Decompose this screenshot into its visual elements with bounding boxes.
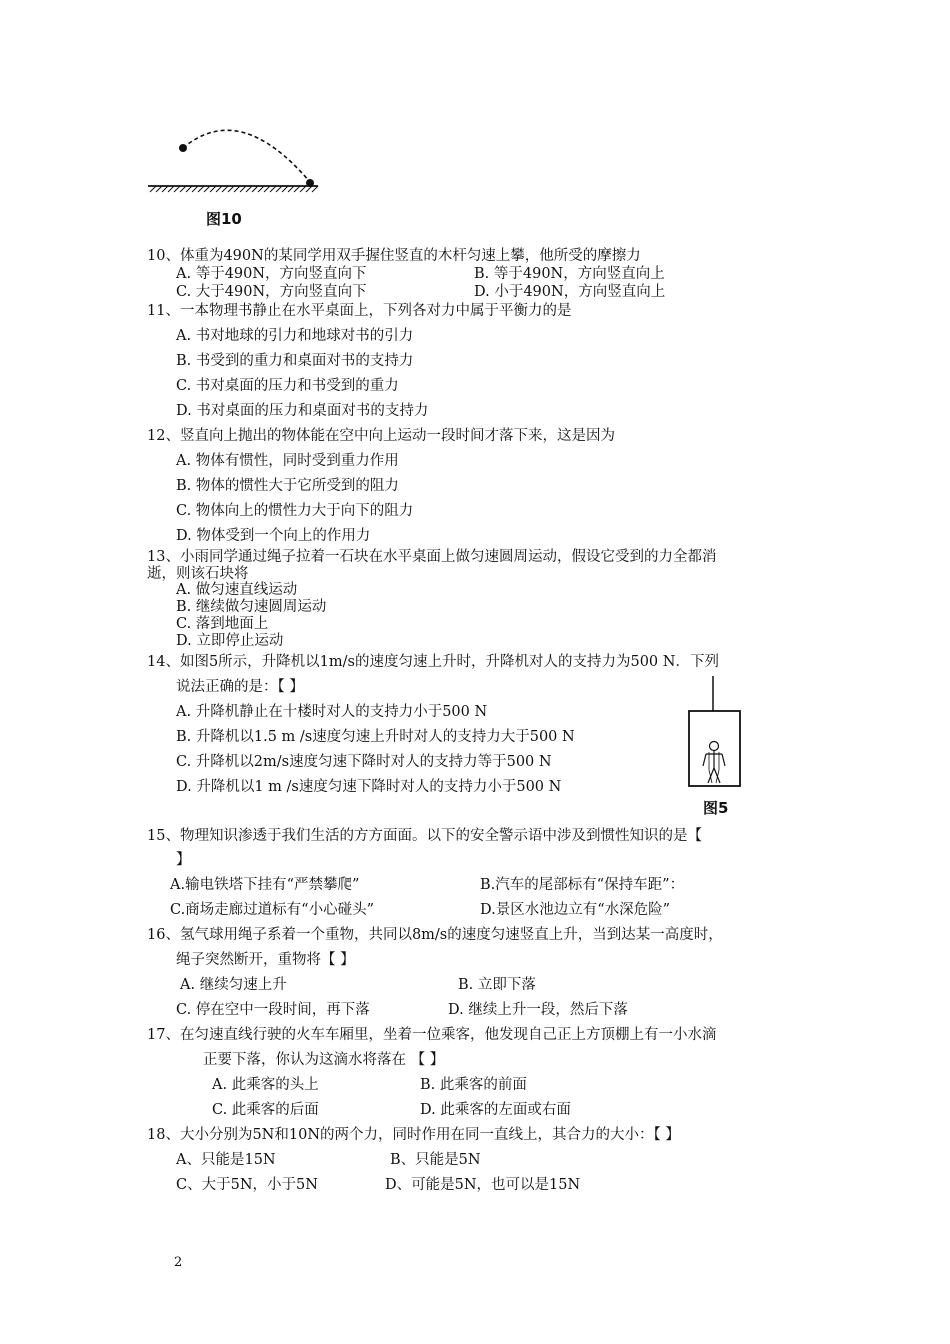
q18-stem: 18、大小分别为5N和10N的两个力，同时作用在同一直线上，其合力的大小：【 】 — [147, 1127, 680, 1143]
q15-option-d: D.景区水池边立有“水深危险” — [480, 902, 671, 918]
q13-option-a: A. 做匀速直线运动 — [176, 582, 298, 598]
q15-option-b: B.汽车的尾部标有“保持车距”： — [480, 877, 685, 893]
q16-option-c: C. 停在空中一段时间，再下落 — [176, 1002, 370, 1018]
q15-stem-line1: 15、物理知识渗透于我们生活的方方面面。以下的安全警示语中涉及到惯性知识的是【 — [147, 828, 702, 844]
figure5-label: 图5 — [703, 799, 729, 817]
q12-option-c: C. 物体向上的惯性力大于向下的阻力 — [176, 503, 414, 519]
person-icon — [703, 742, 725, 784]
q15-option-c: C.商场走廊过道标有“小心碰头” — [170, 902, 375, 918]
q16-stem-line1: 16、氢气球用绳子系着一个重物，共同以8m/s的速度匀速竖直上升，当到达某一高度时， — [147, 927, 723, 943]
q14-option-b: B. 升降机以1.5 m /s速度匀速上升时对人的支持力大于500 N — [176, 729, 575, 745]
q11-option-b: B. 书受到的重力和桌面对书的支持力 — [176, 353, 414, 369]
q18-option-c: C、大于5N，小于5N — [176, 1177, 318, 1193]
figure10-label: 图10 — [206, 210, 242, 228]
q14-stem-line2: 说法正确的是：【 】 — [176, 679, 304, 695]
q13-stem-line1: 13、小雨同学通过绳子拉着一石块在水平桌面上做匀速圆周运动，假设它受到的力全都消 — [147, 549, 717, 565]
q10-option-d: D. 小于490N，方向竖直向上 — [474, 284, 666, 300]
elevator-cabin — [689, 711, 740, 786]
q14-stem-line1: 14、如图5所示，升降机以1m/s的速度匀速上升时，升降机对人的支持力为500 N．下列 — [147, 654, 719, 670]
q16-stem-line2: 绳子突然断开，重物将【 】 — [176, 952, 355, 968]
q17-option-c: C. 此乘客的后面 — [212, 1102, 319, 1118]
q17-option-b: B. 此乘客的前面 — [420, 1077, 527, 1093]
q10-option-b: B. 等于490N，方向竖直向上 — [474, 266, 665, 282]
q16-option-a: A. 继续匀速上升 — [180, 977, 287, 993]
q14-option-d: D. 升降机以1 m /s速度匀速下降时对人的支持力小于500 N — [176, 779, 562, 795]
figure5-elevator-diagram — [686, 676, 746, 788]
q17-stem-line1: 17、在匀速直线行驶的火车车厢里，坐着一位乘客，他发现自己正上方顶棚上有一小水滴 — [147, 1027, 717, 1043]
q12-option-d: D. 物体受到一个向上的作用力 — [176, 528, 371, 544]
page-number: 2 — [174, 1255, 183, 1270]
q11-option-a: A. 书对地球的引力和地球对书的引力 — [176, 328, 414, 344]
q12-option-a: A. 物体有惯性，同时受到重力作用 — [176, 453, 399, 469]
q13-option-d: D. 立即停止运动 — [176, 633, 284, 649]
trajectory-dashed-curve — [183, 130, 310, 182]
q16-option-d: D. 继续上升一段，然后下落 — [448, 1002, 628, 1018]
q10-option-c: C. 大于490N，方向竖直向下 — [176, 284, 367, 300]
q15-stem-line2: 】 — [176, 852, 191, 868]
q16-option-b: B. 立即下落 — [458, 977, 536, 993]
figure10-diagram — [140, 120, 340, 200]
q14-option-a: A. 升降机静止在十楼时对人的支持力小于500 N — [176, 704, 488, 720]
q12-stem: 12、竖直向上抛出的物体能在空中向上运动一段时间才落下来，这是因为 — [147, 428, 615, 444]
q12-option-b: B. 物体的惯性大于它所受到的阻力 — [176, 478, 399, 494]
q11-option-d: D. 书对桌面的压力和桌面对书的支持力 — [176, 403, 429, 419]
q18-option-a: A、只能是15N — [176, 1152, 276, 1168]
q11-option-c: C. 书对桌面的压力和书受到的重力 — [176, 378, 399, 394]
q13-stem-line2: 逝，则该石块将 — [147, 566, 249, 582]
q15-option-a: A.输电铁塔下挂有“严禁攀爬” — [170, 877, 360, 893]
q14-option-c: C. 升降机以2m/s速度匀速下降时对人的支持力等于500 N — [176, 754, 552, 770]
q13-option-b: B. 继续做匀速圆周运动 — [176, 599, 327, 615]
q17-stem-line2: 正要下落，你认为这滴水将落在 【 】 — [203, 1052, 445, 1068]
q10-stem: 10、体重为490N的某同学用双手握住竖直的木杆匀速上攀，他所受的摩擦力 — [147, 248, 641, 264]
q11-stem: 11、一本物理书静止在水平桌面上，下列各对力中属于平衡力的是 — [147, 303, 572, 319]
q10-option-a: A. 等于490N，方向竖直向下 — [176, 266, 367, 282]
q18-option-b: B、只能是5N — [390, 1152, 481, 1168]
q17-option-a: A. 此乘客的头上 — [212, 1077, 319, 1093]
q17-option-d: D. 此乘客的左面或右面 — [420, 1102, 571, 1118]
q18-option-d: D、可能是5N，也可以是15N — [385, 1177, 581, 1193]
q13-option-c: C. 落到地面上 — [176, 616, 269, 632]
